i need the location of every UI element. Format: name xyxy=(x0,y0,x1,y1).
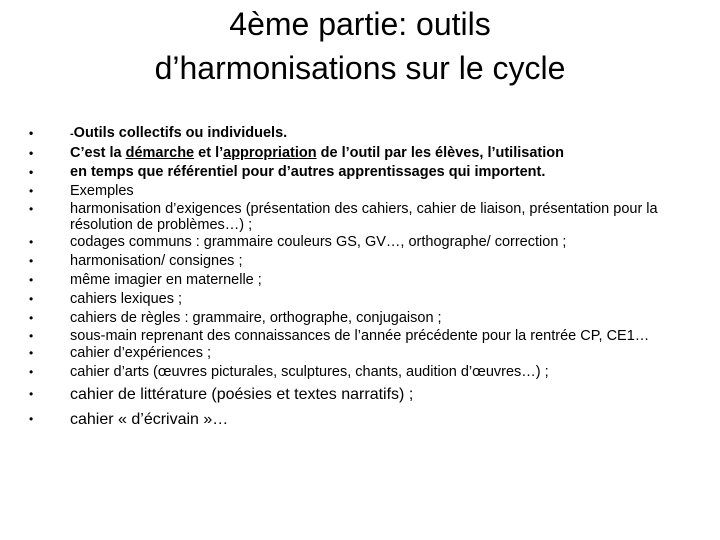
list-item-text: cahiers de règles : grammaire, orthographe, conjugaison ; xyxy=(70,310,442,326)
list-item-text: codages communs : grammaire couleurs GS, GV…, orthographe/ correction ; xyxy=(70,234,567,250)
bullet-icon: • xyxy=(29,202,34,216)
text-segment: et l’ xyxy=(194,145,224,161)
list-item xyxy=(0,382,720,407)
bullet-icon: • xyxy=(29,165,34,179)
bullet-list xyxy=(0,124,720,432)
bullet-icon: • xyxy=(29,184,34,198)
bullet-icon: • xyxy=(29,346,34,360)
bullet-icon: • xyxy=(29,387,34,401)
list-item-text: cahier d’expériences ; xyxy=(70,345,212,361)
list-item xyxy=(0,144,720,163)
bullet-icon: • xyxy=(29,311,34,325)
list-item-text: cahier de littérature (poésies et textes narratifs) ; xyxy=(70,386,414,403)
list-item-text: en temps que référentiel pour d’autres apprentissages qui importent. xyxy=(70,164,546,180)
bullet-icon: • xyxy=(29,273,34,287)
list-item xyxy=(0,163,720,182)
underlined-demarche: démarche xyxy=(125,145,195,161)
bullet-icon: • xyxy=(29,292,34,306)
bullet-icon: • xyxy=(29,329,34,343)
list-item xyxy=(0,252,720,271)
list-item xyxy=(0,124,720,144)
text-segment: de l’outil par les élèves, l’utilisation xyxy=(316,145,564,161)
list-item xyxy=(0,182,720,201)
bullet-icon: • xyxy=(29,412,34,426)
list-item xyxy=(0,271,720,290)
list-item xyxy=(0,363,720,382)
text-segment: C’est la xyxy=(70,145,126,161)
slide-title-line-1: 4ème partie: outils xyxy=(229,6,491,42)
list-item-text: Exemples xyxy=(70,183,134,199)
list-item xyxy=(0,407,720,432)
item-text-collectifs: Outils collectifs ou individuels. xyxy=(73,125,288,141)
bullet-icon: • xyxy=(29,365,34,379)
list-item-text: cahiers lexiques ; xyxy=(70,291,183,307)
list-item xyxy=(0,233,720,252)
list-item-text: cahier d’arts (œuvres picturales, sculptures, chants, audition d’œuvres…) ; xyxy=(70,364,549,380)
slide-title-line-2: d’harmonisations sur le cycle xyxy=(154,50,566,86)
list-item xyxy=(0,309,720,328)
list-item xyxy=(0,328,720,344)
bullet-icon: • xyxy=(29,254,34,268)
bullet-icon: • xyxy=(29,126,34,140)
slide-title xyxy=(0,2,720,90)
list-item-text: cahier « d’écrivain »… xyxy=(70,411,229,428)
underlined-appropriation: appropriation xyxy=(223,145,317,161)
list-item xyxy=(0,344,720,363)
dash-prefix: - xyxy=(70,128,74,140)
list-item-text xyxy=(70,124,670,144)
list-item xyxy=(0,201,720,233)
list-item-text: harmonisation/ consignes ; xyxy=(70,253,243,269)
list-item xyxy=(0,290,720,309)
list-item-text: sous-main reprenant des connaissances de l’année précédente pour la rentrée CP, CE1… xyxy=(70,328,650,344)
list-item-text: harmonisation d’exigences (présentation des cahiers, cahier de liaison, présentation pour la résolution de problèmes…) ; xyxy=(70,201,658,233)
bullet-icon: • xyxy=(29,146,34,160)
bullet-icon: • xyxy=(29,235,34,249)
list-item-text xyxy=(70,144,670,163)
list-item-text: même imagier en maternelle ; xyxy=(70,272,262,288)
